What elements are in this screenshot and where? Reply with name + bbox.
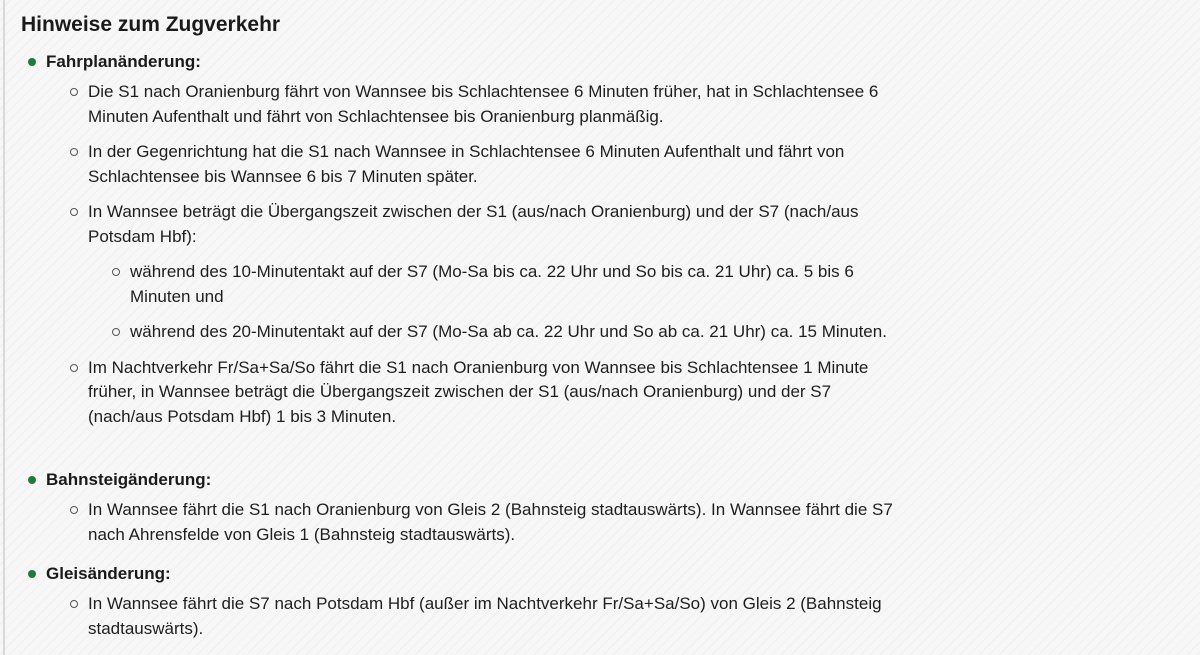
sub-list-item xyxy=(88,320,910,345)
sub-list-item xyxy=(88,260,910,309)
list-item xyxy=(24,592,908,641)
section-bahnsteigaenderung xyxy=(24,468,904,558)
list-item-text: In der Gegenrichtung hat die S1 nach Wannsee in Schlachtensee 6 Minuten Aufenthalt und fährt von Schlachtensee bis Wannsee 6 bis 7 Minuten später. xyxy=(88,142,845,186)
bullet-circle-icon xyxy=(70,148,78,156)
sub-list-item-text: während des 10-Minutentakt auf der S7 (Mo-Sa bis ca. 22 Uhr und So bis ca. 21 Uhr) ca. 5 bis 6 Minuten und xyxy=(130,262,854,306)
section-gleisaenderung xyxy=(24,562,904,652)
page-title: Hinweise zum Zugverkehr xyxy=(21,13,281,36)
list-item-text: In Wannsee fährt die S7 nach Potsdam Hbf (außer im Nachtverkehr Fr/Sa+Sa/So) von Gleis 2 (Bahnsteig stadtauswärts). xyxy=(88,594,882,638)
gleis-list xyxy=(24,592,904,641)
bullet-circle-icon xyxy=(70,208,78,216)
list-item xyxy=(24,200,908,345)
bullet-circle-icon xyxy=(70,88,78,96)
list-item-text: Die S1 nach Oranienburg fährt von Wannsee bis Schlachtensee 6 Minuten früher, hat in Schlachtensee 6 Minuten Aufenthalt und fährt von Schlachtensee bis Oranienburg planmäßig. xyxy=(88,82,879,126)
list-item-text: In Wannsee fährt die S1 nach Oranienburg von Gleis 2 (Bahnsteig stadtauswärts). In Wannsee fährt die S7 nach Ahrensfelde von Gleis 1 (Bahnsteig stadtauswärts). xyxy=(88,500,893,544)
section-fahrplanaenderung xyxy=(24,50,904,440)
bullet-circle-icon xyxy=(70,600,78,608)
bullet-dot-icon xyxy=(28,570,36,578)
bullet-circle-icon xyxy=(70,506,78,514)
bullet-dot-icon xyxy=(28,58,36,66)
bullet-circle-icon xyxy=(112,328,120,336)
heading-text: Bahnsteigänderung: xyxy=(46,470,212,489)
heading-text: Fahrplanänderung: xyxy=(46,52,201,71)
bullet-circle-icon xyxy=(70,364,78,372)
list-item xyxy=(24,356,908,430)
sub-list xyxy=(88,260,908,345)
section-heading xyxy=(24,468,904,492)
list-item xyxy=(24,80,908,129)
list-item xyxy=(24,140,908,189)
bullet-circle-icon xyxy=(112,268,120,276)
bahnsteig-list xyxy=(24,498,904,547)
section-heading xyxy=(24,50,904,74)
bullet-dot-icon xyxy=(28,476,36,484)
sub-list-item-text: während des 20-Minutentakt auf der S7 (Mo-Sa ab ca. 22 Uhr und So ab ca. 21 Uhr) ca. 15 Minuten. xyxy=(130,322,887,341)
list-item-text: In Wannsee beträgt die Übergangszeit zwischen der S1 (aus/nach Oranienburg) und der S7 (nach/aus Potsdam Hbf): xyxy=(88,202,859,246)
fahrplan-list xyxy=(24,80,904,429)
section-heading xyxy=(24,562,904,586)
list-item xyxy=(24,498,908,547)
left-border xyxy=(3,0,5,655)
heading-text: Gleisänderung: xyxy=(46,564,171,583)
list-item-text: Im Nachtverkehr Fr/Sa+Sa/So fährt die S1 nach Oranienburg von Wannsee bis Schlachtensee 1 Minute früher, in Wannsee beträgt die Übergangszeit zwischen der S1 (aus/nach Oranienburg) und der S7 (nach/aus Potsdam Hbf) 1 bis 3 Minuten. xyxy=(88,357,869,426)
